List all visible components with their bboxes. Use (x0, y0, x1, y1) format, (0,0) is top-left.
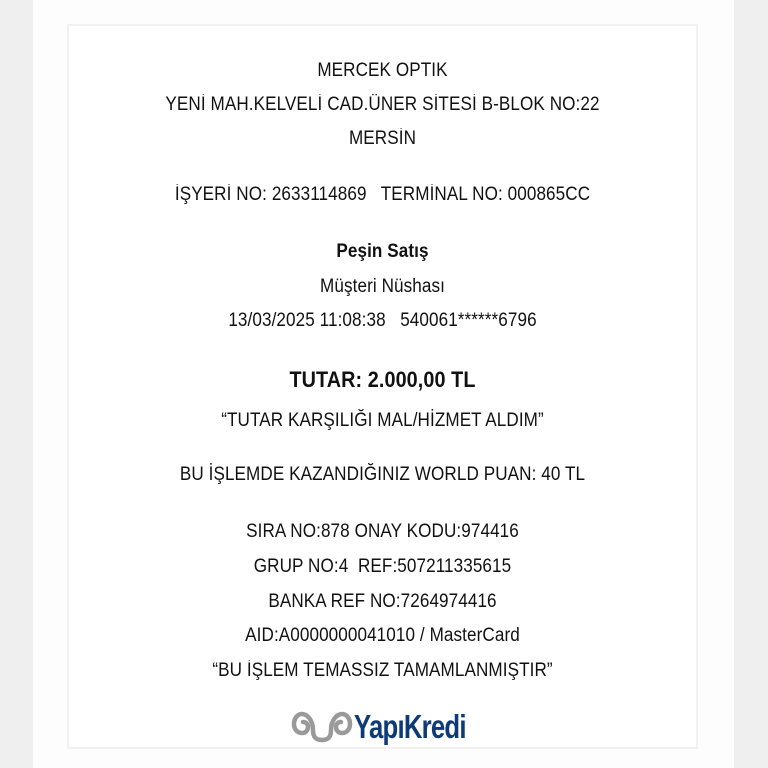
merchant-name: MERCEK OPTIK (317, 60, 448, 81)
bank-reference: BANKA REF NO:7264974416 (268, 591, 497, 612)
merchant-city: MERSİN (348, 128, 417, 149)
world-points-earned: BU İŞLEMDE KAZANDIĞINIZ WORLD PUAN: 40 TL (179, 464, 586, 485)
amount-total: TUTAR: 2.000,00 TL (289, 367, 476, 392)
receipt (67, 24, 698, 749)
yapikredi-spiral-icon (291, 710, 353, 744)
merchant-terminal-numbers: İŞYERİ NO: 2633114869 TERMİNAL NO: 000865CC (174, 184, 591, 205)
contactless-note: “BU İŞLEM TEMASSIZ TAMAMLANMIŞTIR” (212, 660, 553, 681)
yapikredi-wordmark: YapıKredi (354, 708, 466, 745)
transaction-type: Peşin Satış (336, 241, 429, 262)
merchant-address: YENİ MAH.KELVELİ CAD.ÜNER SİTESİ B-BLOK NO:22 (165, 94, 600, 115)
yapikredi-logo (291, 709, 497, 745)
document-page (33, 0, 734, 768)
sequence-approval-code: SIRA NO:878 ONAY KODU:974416 (246, 521, 519, 542)
group-reference: GRUP NO:4 REF:507211335615 (253, 556, 512, 577)
aid-card-scheme: AID:A0000000041010 / MasterCard (245, 625, 520, 646)
datetime-card-number: 13/03/2025 11:08:38 540061******6796 (228, 310, 537, 331)
copy-type: Müşteri Nüshası (320, 276, 445, 297)
acknowledgement-text: “TUTAR KARŞILIĞI MAL/HİZMET ALDIM” (221, 410, 544, 431)
